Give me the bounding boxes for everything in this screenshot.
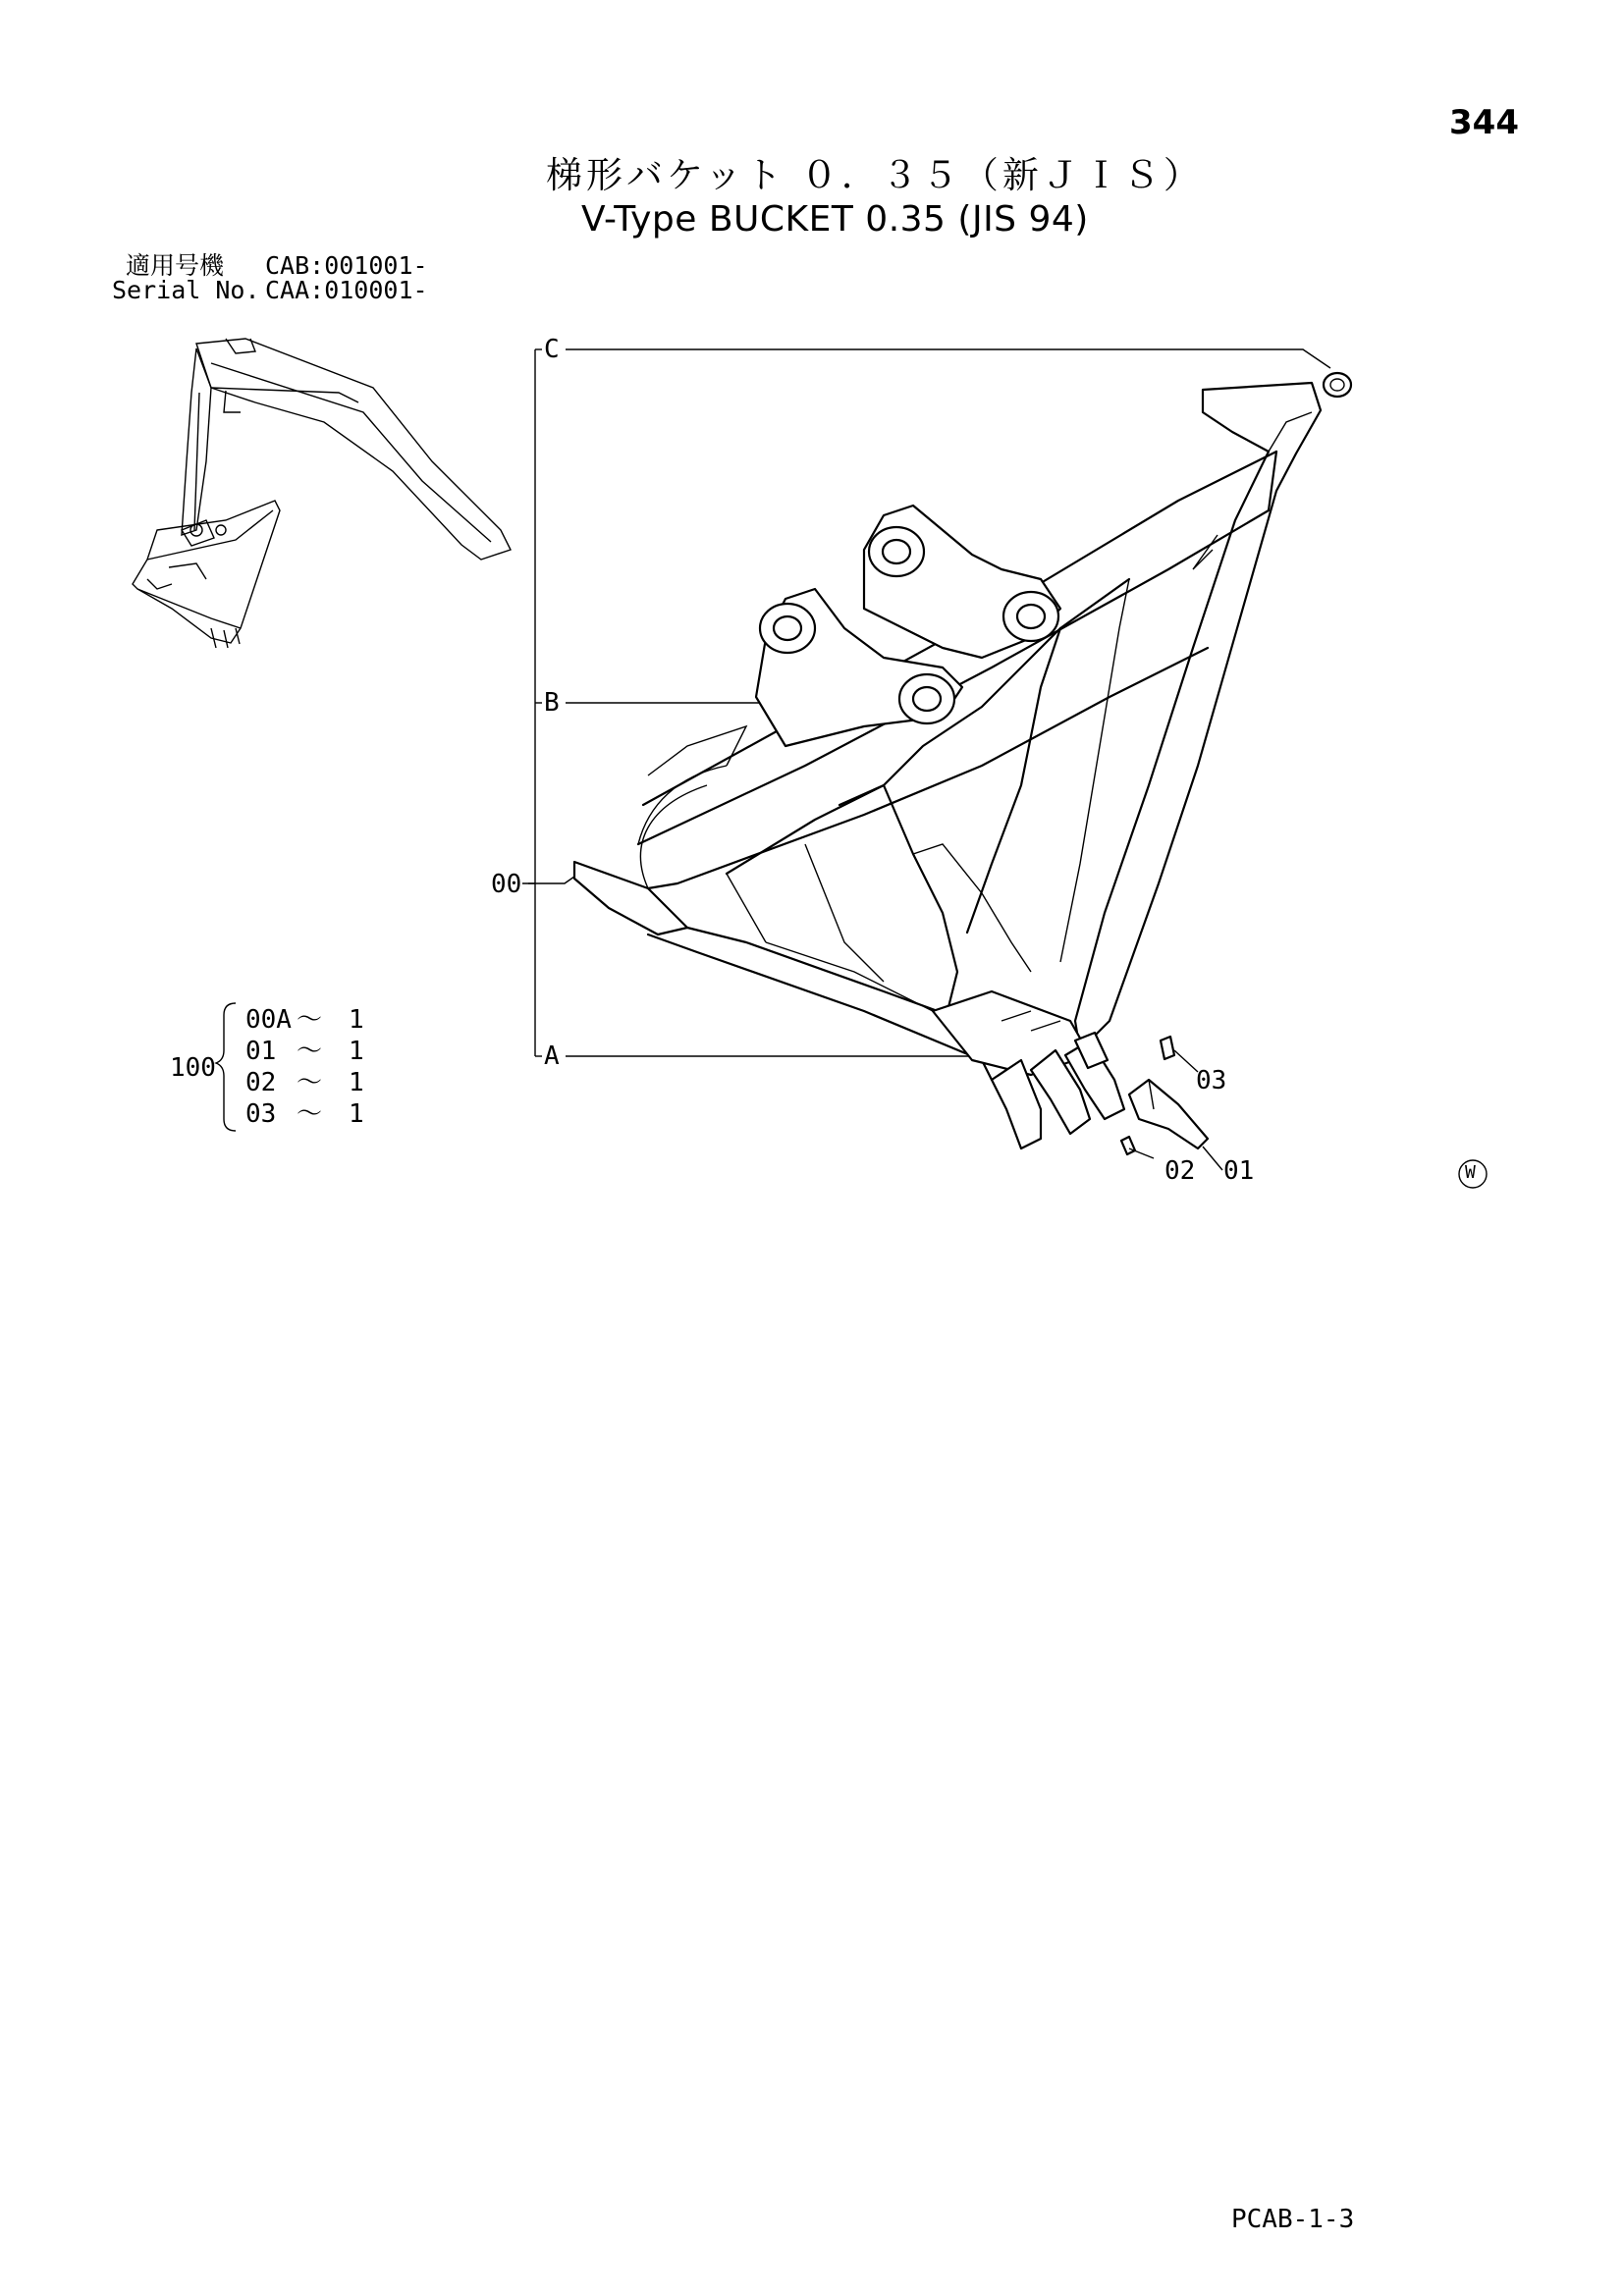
callout-03: 03 — [1196, 1066, 1227, 1095]
callout-02: 02 — [1164, 1156, 1196, 1186]
callout-01: 01 — [1223, 1156, 1255, 1186]
watermark-w-letter: W — [1465, 1162, 1476, 1183]
callout-00: 00 — [491, 870, 522, 899]
assembly-part: 01 — [245, 1037, 277, 1066]
v-type-bucket-illustration — [574, 373, 1351, 1170]
footer-code: PCAB-1-3 — [1231, 2205, 1355, 2234]
assembly-qty: 1 — [349, 1099, 364, 1129]
assembly-qty: 1 — [349, 1005, 364, 1035]
assembly-separator: ～ — [297, 1037, 323, 1066]
page-number: 344 — [1449, 103, 1519, 142]
assembly-brace — [216, 1003, 236, 1131]
callout-a: A — [544, 1041, 560, 1071]
assembly-part: 03 — [245, 1099, 277, 1129]
assembly-qty: 1 — [349, 1068, 364, 1097]
excavator-overview-illustration — [133, 339, 511, 648]
assembly-separator: ～ — [297, 1005, 323, 1035]
assembly-part: 02 — [245, 1068, 277, 1097]
callout-c: C — [544, 335, 560, 364]
serial-label-english: Serial No. — [112, 276, 260, 304]
page-title-english: V-Type BUCKET 0.35 (JIS 94) — [581, 199, 1089, 240]
serial-label-japanese: 適用号機 — [126, 251, 225, 280]
assembly-separator: ～ — [297, 1068, 323, 1097]
assembly-number: 100 — [170, 1053, 216, 1083]
page-title-japanese: 梯形バケット ０．３５（新ＪＩＳ） — [546, 154, 1204, 196]
serial-value-cab: CAB:001001- — [265, 251, 428, 280]
assembly-qty: 1 — [349, 1037, 364, 1066]
assembly-part: 00A — [245, 1005, 292, 1035]
assembly-separator: ～ — [297, 1099, 323, 1129]
serial-value-caa: CAA:010001- — [265, 276, 428, 304]
callout-b: B — [544, 688, 560, 718]
